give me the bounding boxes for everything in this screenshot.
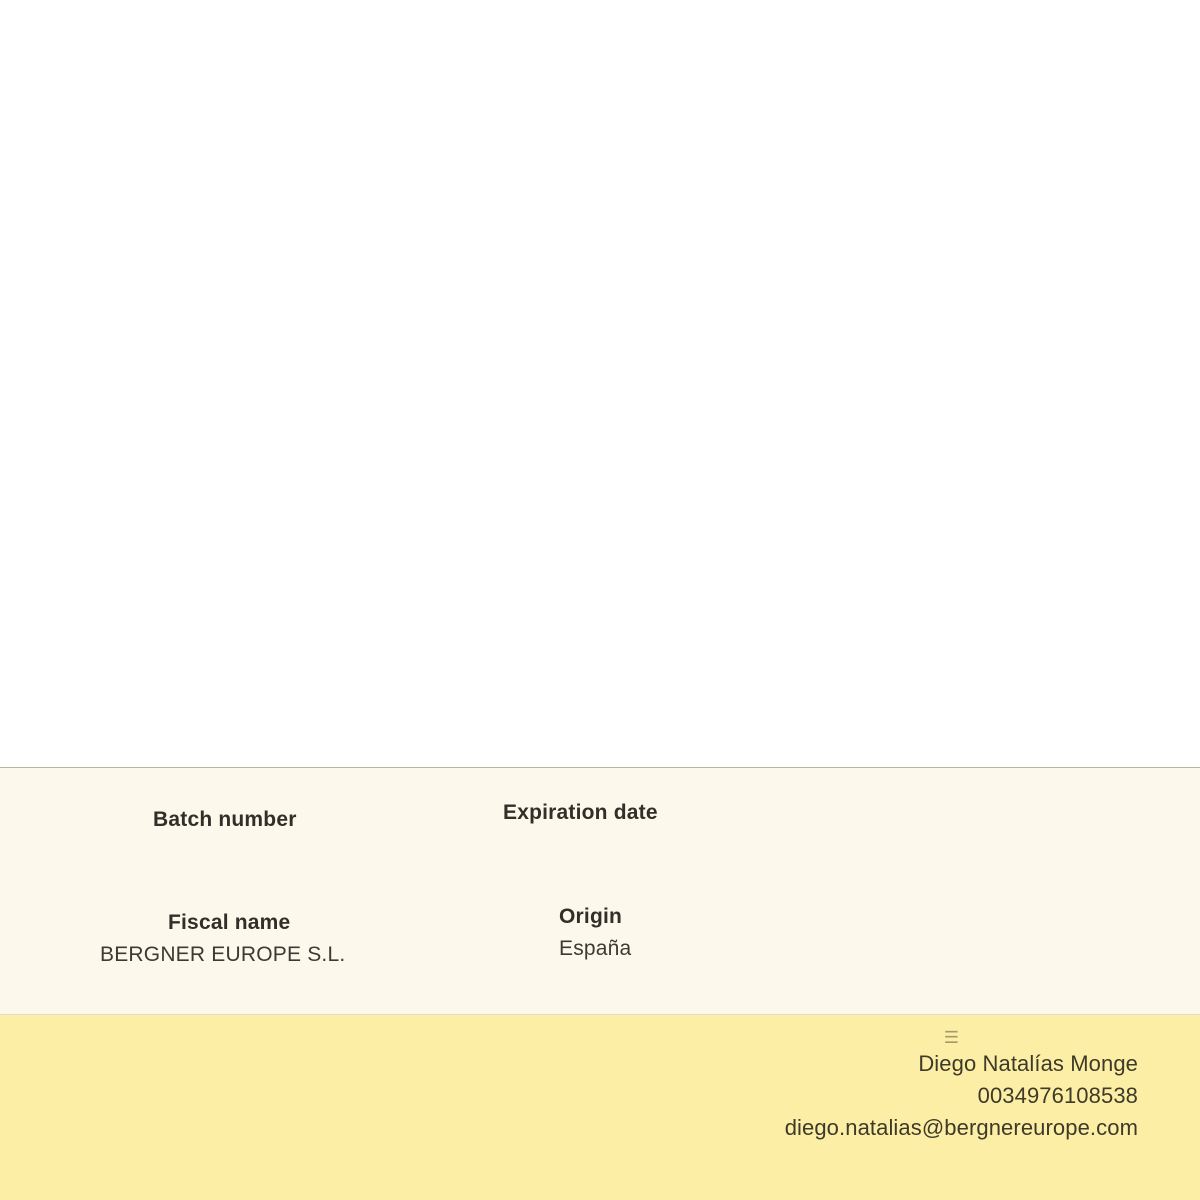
expiration-date-label: Expiration date	[503, 801, 658, 824]
contact-phone: 0034976108538	[977, 1082, 1138, 1108]
field-origin	[559, 905, 631, 961]
batch-number-label: Batch number	[153, 808, 297, 831]
contact-email: diego.natalias@bergnereurope.com	[784, 1114, 1138, 1140]
field-batch-number	[153, 808, 297, 840]
field-fiscal-name	[100, 911, 345, 967]
contact-name: Diego Natalías Monge	[918, 1051, 1138, 1076]
fiscal-name-value: BERGNER EUROPE S.L.	[100, 943, 346, 966]
origin-value: España	[559, 937, 632, 960]
origin-label: Origin	[559, 905, 623, 928]
field-expiration-date	[503, 801, 658, 833]
contact-card-icon: ☰	[943, 1028, 959, 1047]
fiscal-name-label: Fiscal name	[168, 911, 291, 934]
contact-footer	[0, 1015, 1200, 1200]
product-info-panel	[0, 767, 1200, 1015]
